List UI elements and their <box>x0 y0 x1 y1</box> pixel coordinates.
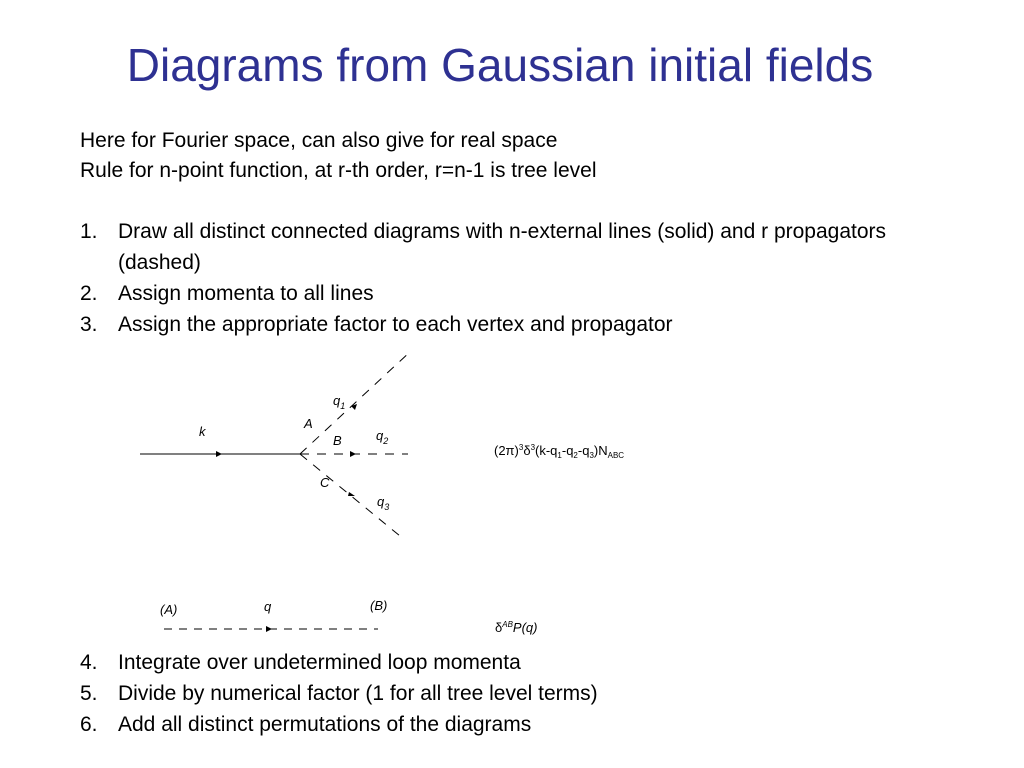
label-A-paren: (A) <box>160 602 178 617</box>
arrow-icon <box>351 404 357 410</box>
vertex-diagram <box>140 350 624 536</box>
list-text: Draw all distinct connected diagrams with n-external lines (solid) and r propagators (dashed) <box>118 220 887 274</box>
arrow-icon <box>216 451 222 457</box>
label-B-paren: (B) <box>370 598 388 613</box>
arrow-icon <box>348 492 355 496</box>
arrow-icon <box>350 451 356 457</box>
propagator-formula: $\delta^{AB}P(q)$ <box>495 620 538 635</box>
label-C: C <box>320 475 330 490</box>
label-q: q <box>264 599 272 614</box>
vertex-formula: $(2\pi)^3\delta^3(k-q_1-q_2-q_3)N_{ABC}$ <box>494 443 625 460</box>
list-text: Assign momenta to all lines <box>118 282 374 305</box>
list-item <box>80 647 960 678</box>
intro-line: Rule for n-point function, at r-th order, r=n-1 is tree level <box>80 159 597 182</box>
list-text: Integrate over undetermined loop momenta <box>118 651 521 674</box>
list-number: 5. <box>80 682 98 705</box>
list-number: 6. <box>80 713 98 736</box>
list-text: Add all distinct permutations of the diagrams <box>118 713 532 736</box>
slide-title: Diagrams from Gaussian initial fields <box>126 39 874 91</box>
arrow-icon <box>266 626 272 632</box>
list-number: 4. <box>80 651 98 674</box>
label-q2: $q_2$ <box>376 428 389 446</box>
label-B: B <box>333 433 342 448</box>
list-number: 2. <box>80 282 98 305</box>
list-number: 1. <box>80 220 98 243</box>
propagator-diagram <box>160 598 537 635</box>
label-q1: $q_1$ <box>333 393 346 411</box>
list-number: 3. <box>80 313 98 336</box>
list-item <box>80 709 960 740</box>
label-q3: $q_3$ <box>377 494 390 512</box>
label-k: k <box>199 424 206 439</box>
list-text: Assign the appropriate factor to each vertex and propagator <box>118 313 673 336</box>
rules-list-bottom <box>80 647 960 740</box>
intro-line: Here for Fourier space, can also give for real space <box>80 129 558 152</box>
list-item <box>80 678 960 709</box>
label-A: A <box>304 416 313 431</box>
propagator-q1 <box>300 350 412 454</box>
list-text: Divide by numerical factor (1 for all tree level terms) <box>118 682 598 705</box>
